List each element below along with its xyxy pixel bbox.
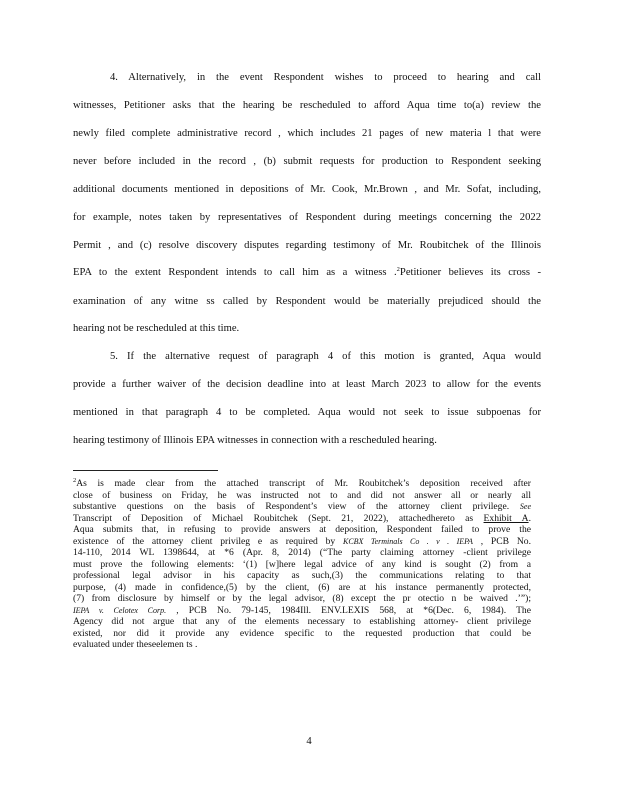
footnote-line: Aqua submits that, in refusing to provide answers at deposition, Respondent failed to prove the — [73, 524, 531, 535]
footnote-line: existed, nor did it provide any evidence specific to the requested production that could be — [73, 628, 531, 639]
body-line: examination of any witne ss called by Respondent would be materially prejudiced should the — [73, 296, 541, 307]
body-line: newly filed complete administrative record , which includes 21 pages of new materia l that were — [73, 128, 541, 139]
body-line: additional documents mentioned in depositions of Mr. Cook, Mr.Brown , and Mr. Sofat, including, — [73, 184, 541, 195]
page-number: 4 — [306, 736, 312, 747]
body-line-with-footnote — [73, 266, 541, 280]
body-line: provide a further waiver of the decision deadline into at least March 2023 to allow for the events — [73, 379, 541, 390]
footnote-line: existence of the attorney client privileg e as required by KCBX Terminals Co . v . IEPA , PCB No. — [73, 536, 531, 547]
body-line: never before included in the record , (b) submit requests for production to Respondent seeking — [73, 156, 541, 167]
footnote-line: professional legal advisor in his capacity as such,(3) the communications relating to that — [73, 570, 531, 581]
body-line: witnesses, Petitioner asks that the hearing be rescheduled to afford Aqua time to(a) review the — [73, 100, 541, 111]
footnote-number: 2 — [73, 477, 77, 484]
body-line: for example, notes taken by representatives of Respondent during meetings concerning the 2022 — [73, 212, 541, 223]
footnote-line: 14-110, 2014 WL 1398644, at *6 (Apr. 8, 2014) (“The party claiming attorney -client privilege — [73, 547, 531, 558]
footnote-line: substantive questions on the basis of Respondent’s view of the attorney client privilege. See — [73, 501, 531, 512]
case-name: KCBX Terminals Co . v . IEPA — [343, 537, 473, 546]
body-line-text: Petitioner believes its cross - — [399, 267, 541, 278]
footnote-line: close of business on Friday, he was instructed not to and did not answer all or nearly all — [73, 490, 531, 501]
body-line: mentioned in that paragraph 4 to be completed. Aqua would not seek to issue subpoenas for — [73, 407, 541, 418]
footnote-line: $^2$As is made clear from the attached transcript of Mr. Roubitchek’s deposition received after — [73, 477, 531, 489]
footnote-marker[interactable]: 2 — [396, 266, 400, 273]
footnote-line: IEPA v. Celotex Corp. , PCB No. 79-145, 1984Ill. ENV.LEXIS 568, at *6(Dec. 6, 1984). The — [73, 605, 531, 616]
case-name: IEPA v. Celotex Corp. — [73, 606, 167, 615]
footnote-line: must prove the following elements: ‘(1) [w]here legal advice of any kind is sought (2) from a — [73, 559, 531, 570]
body-line: hearing testimony of Illinois EPA witnesses in connection with a rescheduled hearing. — [73, 435, 437, 446]
body-line-text: EPA to the extent Respondent intends to call him as a witness . — [73, 267, 397, 278]
body-line: Permit , and (c) resolve discovery disputes regarding testimony of Mr. Roubitchek of the Illinois — [73, 240, 541, 251]
citation-signal: See — [519, 502, 531, 511]
exhibit-link[interactable]: Exhibit A — [483, 513, 529, 524]
footnote-line: evaluated under theseelemen ts . — [73, 639, 198, 650]
body-line: hearing not be rescheduled at this time. — [73, 323, 240, 334]
body-line: 4. Alternatively, in the event Respondent wishes to proceed to hearing and call — [110, 72, 541, 83]
footnote-line: Agency did not argue that any of the elements necessary to establishing attorney- client privilege — [73, 616, 531, 627]
footnote-separator — [73, 470, 218, 471]
footnote-line: (7) from disclosure by himself or by the legal advisor, (8) except the pr otectio n be waived .’”); — [73, 593, 531, 604]
body-line: 5. If the alternative request of paragraph 4 of this motion is granted, Aqua would — [110, 351, 541, 362]
footnote-line: Transcript of Deposition of Michael Roubitchek (Sept. 21, 2022), attachedhereto as Exhibit A. — [73, 513, 531, 524]
footnote-line: purpose, (4) made in confidence,(5) by the client, (6) are at his instance permanently protected, — [73, 582, 531, 593]
